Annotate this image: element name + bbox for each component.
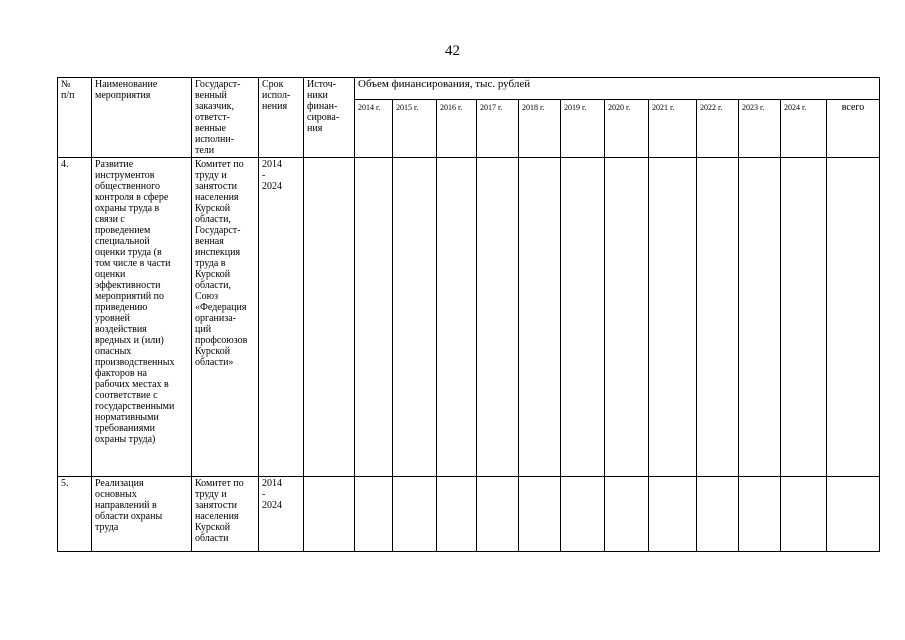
year-2020: 2020 г.: [605, 100, 649, 158]
row-executor: Комитет по труду и занятости населения Курской области, Государст- венная инспекция труда в Курской области, Союз «Федерация организа- ций профсоюзов Курской области»: [192, 158, 259, 477]
header-num: № п/п: [58, 78, 92, 158]
cell-2023: [739, 477, 781, 552]
cell-2024: [781, 158, 827, 477]
year-2018: 2018 г.: [519, 100, 561, 158]
year-2016: 2016 г.: [437, 100, 477, 158]
row-num: 5.: [58, 477, 92, 552]
year-2019: 2019 г.: [561, 100, 605, 158]
cell-2014: [355, 477, 393, 552]
row-term: 2014 - 2024: [259, 477, 304, 552]
cell-total: [827, 158, 880, 477]
cell-2022: [697, 158, 739, 477]
year-2014: 2014 г.: [355, 100, 393, 158]
year-total: всего: [827, 100, 880, 158]
cell-2019: [561, 477, 605, 552]
page-number: 42: [445, 43, 460, 59]
cell-2021: [649, 158, 697, 477]
cell-2023: [739, 158, 781, 477]
cell-2020: [605, 158, 649, 477]
year-2017: 2017 г.: [477, 100, 519, 158]
year-2023: 2023 г.: [739, 100, 781, 158]
row-num: 4.: [58, 158, 92, 477]
year-2015: 2015 г.: [393, 100, 437, 158]
cell-total: [827, 477, 880, 552]
header-term: Срок испол- нения: [259, 78, 304, 158]
header-executor: Государст- венный заказчик, ответст- венные исполни- тели: [192, 78, 259, 158]
row-name: Развитие инструментов общественного контроля в сфере охраны труда в связи с проведением специальной оценки труда (в том числе в части оценки эффективности мероприятий по приведению уровней воздействия вредных и (или) опасных производственных факторов на рабочих местах в соответствие с государственными нормативными требованиями охраны труда): [92, 158, 192, 477]
header-name: Наименование мероприятия: [92, 78, 192, 158]
table-row: [58, 158, 880, 477]
row-executor: Комитет по труду и занятости населения Курской области: [192, 477, 259, 552]
cell-2015: [393, 158, 437, 477]
year-2024: 2024 г.: [781, 100, 827, 158]
cell-2014: [355, 158, 393, 477]
row-term: 2014 - 2024: [259, 158, 304, 477]
cell-2022: [697, 477, 739, 552]
cell-2017: [477, 158, 519, 477]
table-row: [58, 477, 880, 552]
cell-2016: [437, 477, 477, 552]
funding-table: [57, 77, 880, 552]
cell-2021: [649, 477, 697, 552]
cell-2016: [437, 158, 477, 477]
cell-2020: [605, 477, 649, 552]
cell-2018: [519, 477, 561, 552]
row-source: [304, 158, 355, 477]
year-2022: 2022 г.: [697, 100, 739, 158]
header-funding: Объем финансирования, тыс. рублей: [355, 78, 880, 100]
cell-2024: [781, 477, 827, 552]
header-source: Источ- ники финан- сирова- ния: [304, 78, 355, 158]
cell-2018: [519, 158, 561, 477]
cell-2015: [393, 477, 437, 552]
cell-2019: [561, 158, 605, 477]
row-name: Реализация основных направлений в области охраны труда: [92, 477, 192, 552]
cell-2017: [477, 477, 519, 552]
year-2021: 2021 г.: [649, 100, 697, 158]
row-source: [304, 477, 355, 552]
